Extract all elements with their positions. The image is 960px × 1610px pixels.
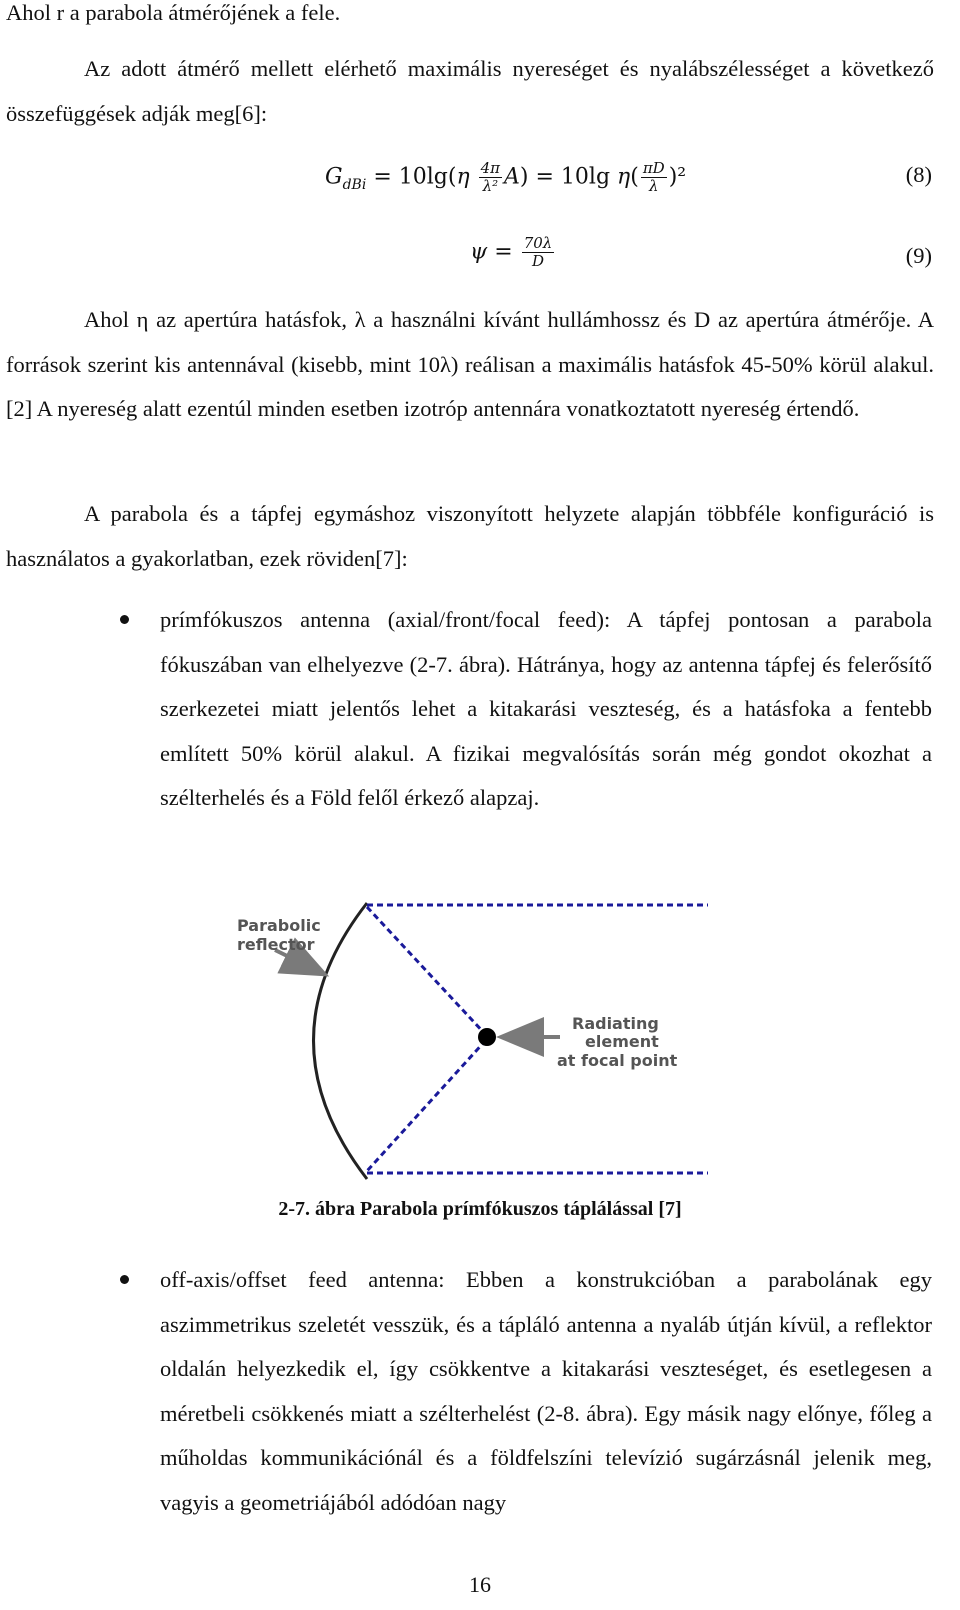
eq8-lhs-symbol: G: [325, 164, 343, 190]
bullet-item-prime-focus: prímfókuszos antenna (axial/front/focal feed): A tápfej pontosan a parabola fókuszában van elhelyezve (2-7. ábra). Hátránya, hogy az antenna tápfej és felerősítő szerkezetei miatt jelentős lehet a kitakarási veszteség, és a hatásfoka a fentebb említett 50% körül alakul. A fizikai megvalósítás során még gondot okozhat a szélterhelés és a Föld felől érkező alapzaj.: [160, 607, 932, 810]
label-reflector-line1: Parabolic: [237, 916, 321, 935]
label-feed-line3: at focal point: [557, 1051, 678, 1070]
paragraph-formulas-intro: Az adott átmérő mellett elérhető maximális nyereséget és nyalábszélességet a következő összefüggések adják meg[6]:: [6, 56, 934, 126]
parabolic-reflector-curve: [314, 903, 368, 1179]
bullet-marker-2: [120, 1275, 129, 1284]
figure-prime-focus-diagram: [230, 895, 710, 1195]
eq8-eta-2: η: [617, 164, 631, 190]
eq9-fraction: [522, 235, 555, 270]
paragraph-intro: Ahol r a parabola átmérőjének a fele.: [6, 0, 341, 25]
label-feed-line1: Radiating: [572, 1014, 659, 1033]
eq8-eta: η: [456, 164, 470, 190]
eq8-frac2-numerator: πD: [642, 159, 665, 177]
radiating-element-dot: [478, 1028, 496, 1046]
equation-9-number: (9): [905, 243, 932, 268]
page-number: 16: [469, 1572, 491, 1597]
ray-top-to-focus: [367, 907, 486, 1035]
paragraph-configurations: A parabola és a tápfej egymáshoz viszonyított helyzete alapján többféle konfiguráció is használatos a gyakorlatban, ezek röviden[7]:: [6, 501, 934, 571]
equation-9-row: [0, 225, 960, 285]
eq9-psi: ψ: [470, 239, 488, 265]
figure-caption: 2-7. ábra Parabola prímfókuszos táplálással [7]: [278, 1198, 682, 1220]
eq9-numerator: 70λ: [523, 234, 553, 252]
eq8-frac1-denominator: λ²: [482, 177, 499, 195]
eq8-fraction-1: [479, 160, 502, 195]
eq8-open-paren: (: [630, 164, 639, 190]
paragraph-definitions: Ahol η az apertúra hatásfok, λ a használni kívánt hullámhossz és D az apertúra átmérője. A források szerint kis antennával (kisebb, mint 10λ) reálisan a maximális hatásfok 45-50% körül alakul.[2] A nyereség alatt ezentúl minden esetben izotróp antennára vonatkoztatott nyereség értendő.: [6, 307, 934, 421]
eq8-aperture: A: [504, 164, 520, 190]
equation-8: [325, 160, 686, 195]
parabola-diagram: [230, 895, 710, 1195]
label-reflector-line2: reflector: [237, 935, 315, 954]
eq8-frac1-numerator: 4π: [480, 159, 501, 177]
eq9-denominator: D: [531, 252, 545, 270]
ray-focus-to-bottom: [367, 1040, 486, 1171]
eq8-part-1: = 10lg(: [373, 164, 457, 190]
label-feed-line2: element: [585, 1032, 659, 1051]
bullet-item-offset-feed: off-axis/offset feed antenna: Ebben a konstrukcióban a parabolának egy aszimmetrikus szeletét vesszük, és a tápláló antenna a nyaláb útján kívül, a reflektor oldalán helyezkedik el, így csökkentve a kitakarási veszteséget, és esetlegesen a méretbeli csökkenés miatt a szélterhelést (2-8. ábra). Egy másik nagy előnye, főleg a műholdas kommunikációnál és a földfelszíni televízió sugárzásnál jelenik meg, vagyis a geometriájából adódóan nagy: [160, 1267, 932, 1515]
eq8-lhs-subscript: dBi: [342, 176, 367, 193]
eq8-frac2-denominator: λ: [649, 177, 659, 195]
eq8-fraction-2: [641, 160, 667, 195]
equation-9: [470, 235, 556, 270]
equation-8-row: [0, 150, 960, 210]
bullet-marker-1: [120, 615, 129, 624]
eq9-equals: =: [494, 239, 513, 265]
eq8-part-2: ) = 10lg: [519, 164, 611, 190]
eq8-close-paren: )²: [668, 164, 687, 190]
equation-8-number: (8): [905, 162, 932, 187]
